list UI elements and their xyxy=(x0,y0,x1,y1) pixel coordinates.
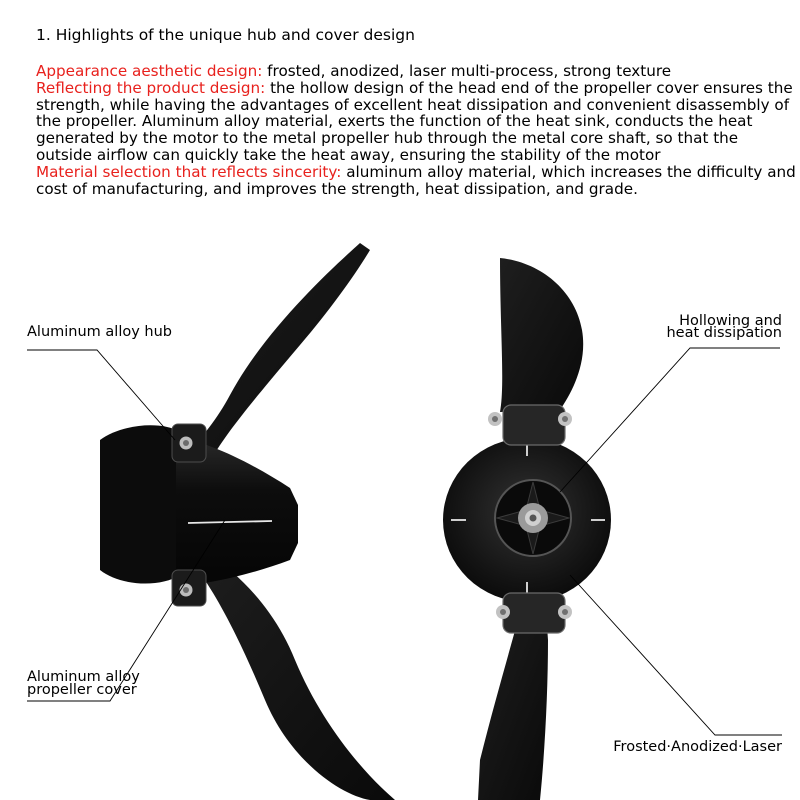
callout-hollow-label-line2: heat dissipation xyxy=(666,325,782,341)
callout-cover-label-line2: propeller cover xyxy=(27,682,137,698)
side-motor-body xyxy=(100,425,180,583)
front-view-propeller xyxy=(443,258,611,800)
highlight-material: Material selection that reflects sincerity: xyxy=(36,162,342,181)
front-upper-clamp xyxy=(503,405,565,445)
section-heading: 1. Highlights of the unique hub and cover design xyxy=(36,26,415,44)
callout-cover-label-line1: Aluminum alloy xyxy=(27,669,140,685)
text-appearance: frosted, anodized, laser multi-process, strong texture xyxy=(262,62,672,80)
front-lower-blade xyxy=(478,612,548,800)
callout-finish-label: Frosted·Anodized·Laser xyxy=(613,739,782,755)
side-upper-blade xyxy=(188,243,370,458)
text-product-design: the hollow design of the head end of the propeller cover ensures the strength, while having the advantages of excellent heat dissipation and convenient disassembly of the propeller. Aluminum alloy material, exerts the function of the heat sink, conducts the heat generated by the motor to the metal propeller hub through the metal core shaft, so that the outside airflow can quickly take the heat away, ensuring the stability of the motor xyxy=(36,78,793,164)
callout-hollow-label-line1: Hollowing and xyxy=(679,313,782,329)
front-lower-clamp xyxy=(503,593,565,633)
highlight-appearance: Appearance aesthetic design: xyxy=(36,62,263,80)
callout-hub-label: Aluminum alloy hub xyxy=(27,324,172,340)
highlight-product-design: Reflecting the product design: xyxy=(36,78,266,97)
text-material: aluminum alloy material, which increases the difficulty and cost of manufacturing, and improves the strength, heat dissipation, and grade. xyxy=(36,162,796,198)
front-upper-blade xyxy=(500,258,583,412)
side-lower-blade xyxy=(190,555,395,800)
